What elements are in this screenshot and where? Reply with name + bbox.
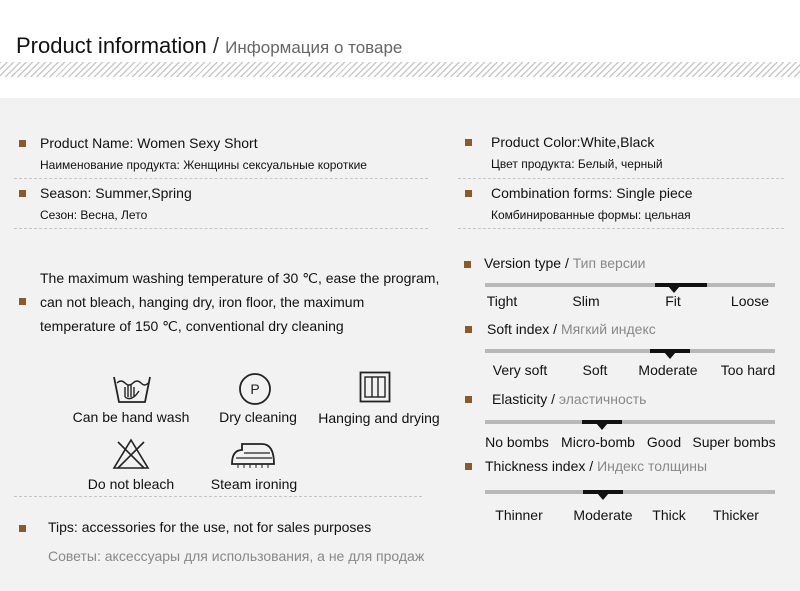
scale-option: Thicker [713, 507, 759, 523]
bullet-icon [19, 525, 26, 532]
divider [14, 178, 428, 179]
scale-title-en: Thickness index [485, 458, 586, 474]
washing-line-3: temperature of 150 ℃, conventional dry cleaning [40, 318, 344, 334]
care-label-hanging-drying: Hanging and drying [318, 410, 440, 426]
title-separator: / [212, 33, 220, 58]
scale-title-ru: Индекс толщины [597, 458, 708, 474]
bullet-icon [465, 463, 472, 470]
scale-title-thickness-index [485, 458, 707, 474]
page-title [16, 33, 402, 59]
divider [14, 228, 428, 229]
scale-title-elasticity [492, 391, 646, 407]
scale-option: Thinner [495, 507, 543, 523]
hatch-divider [0, 62, 800, 77]
scale-title-version-type [484, 255, 645, 271]
title-ru: Информация о товаре [225, 38, 403, 57]
scale-title-ru: Мягкий индекс [560, 321, 656, 337]
scale-option: Too hard [720, 362, 776, 378]
combination-forms: Combination forms: Single piece [491, 185, 693, 201]
scale-pointer-icon [596, 423, 608, 430]
scale-option-selected: Fit [665, 293, 681, 309]
washing-line-1: The maximum washing temperature of 30 ℃, ease the program, [40, 270, 440, 286]
scale-option: No bombs [485, 434, 549, 450]
title-en: Product information [16, 33, 207, 58]
dry-clean-icon [238, 372, 272, 406]
divider [14, 496, 422, 497]
scale-option: Soft [582, 362, 608, 378]
scale-option: Thick [652, 507, 686, 523]
scale-title-ru: Тип версии [572, 255, 646, 271]
care-label-no-bleach: Do not bleach [87, 476, 175, 492]
divider [458, 228, 784, 229]
dry-clean-glyph: P [250, 381, 260, 397]
scale-option: Good [646, 434, 682, 450]
care-label-dry-cleaning: Dry cleaning [219, 409, 297, 425]
product-color-ru: Цвет продукта: Белый, черный [491, 157, 663, 171]
care-label-steam-ironing: Steam ironing [210, 476, 298, 492]
care-label-hand-wash: Can be hand wash [72, 409, 190, 425]
scale-pointer-icon [664, 352, 676, 359]
scale-marker [655, 283, 707, 287]
bullet-icon [465, 326, 472, 333]
scale-option: Loose [730, 293, 770, 309]
scale-option: Tight [486, 293, 518, 309]
product-name: Product Name: Women Sexy Short [40, 135, 258, 151]
washing-instructions [40, 266, 450, 338]
scale-title-ru: эластичность [558, 391, 647, 407]
scale-title-sep: / [549, 321, 561, 337]
scale-pointer-icon [668, 286, 680, 293]
scale-title-soft-index [487, 321, 656, 337]
scale-title-sep: / [561, 255, 573, 271]
season-ru: Сезон: Весна, Лето [40, 208, 148, 222]
bullet-icon [19, 298, 26, 305]
scale-track [485, 420, 775, 424]
product-color: Product Color:White,Black [491, 134, 655, 150]
scale-track [485, 349, 775, 353]
scale-option: Slim [572, 293, 600, 309]
bullet-icon [464, 261, 471, 268]
bullet-icon [465, 396, 472, 403]
scale-option: Super bombs [692, 434, 776, 450]
scale-title-sep: / [585, 458, 598, 474]
scale-title-sep: / [547, 391, 559, 407]
bullet-icon [465, 139, 472, 146]
washing-line-2: can not bleach, hanging dry, iron floor, the maximum [40, 294, 365, 310]
scale-option-selected: Micro-bomb [561, 434, 635, 450]
scale-title-en: Version type [484, 255, 562, 271]
hand-wash-icon [112, 373, 152, 405]
scale-track [485, 283, 775, 287]
product-name-ru: Наименование продукта: Женщины сексуальные короткие [40, 158, 367, 172]
bullet-icon [19, 190, 26, 197]
combination-forms-ru: Комбинированные формы: цельная [491, 208, 691, 222]
scale-option-selected: Moderate [573, 507, 633, 523]
bullet-icon [19, 140, 26, 147]
header [0, 0, 800, 98]
divider [458, 178, 784, 179]
hang-dry-icon [359, 371, 391, 403]
tips-text-ru: Советы: аксессуары для использования, а не для продаж [48, 548, 425, 564]
bullet-icon [465, 190, 472, 197]
no-bleach-icon [112, 438, 150, 470]
scale-pointer-icon [597, 493, 609, 500]
steam-iron-icon [230, 442, 276, 468]
scale-option-selected: Moderate [638, 362, 698, 378]
scale-track [485, 490, 775, 494]
scale-title-en: Soft index [487, 321, 550, 337]
scale-option: Very soft [492, 362, 548, 378]
tips-text: Tips: accessories for the use, not for sales purposes [48, 519, 372, 535]
season: Season: Summer,Spring [40, 185, 192, 201]
scale-title-en: Elasticity [492, 391, 548, 407]
